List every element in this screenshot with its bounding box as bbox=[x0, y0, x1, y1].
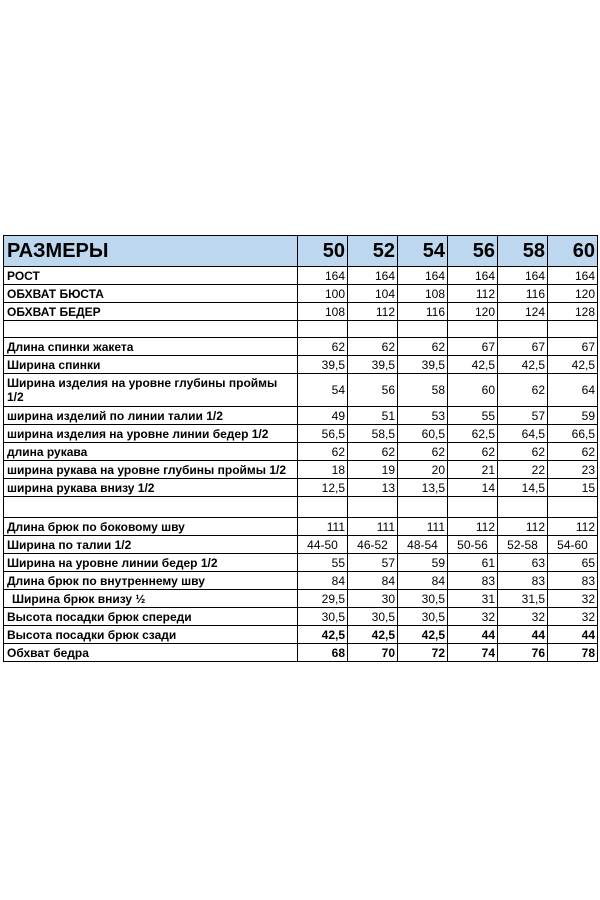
table-cell: 83 bbox=[498, 572, 548, 590]
table-cell: 62 bbox=[548, 443, 598, 461]
table-cell: 42,5 bbox=[548, 356, 598, 374]
table-cell: 62 bbox=[498, 374, 548, 407]
table-cell: 50-56 bbox=[448, 536, 498, 554]
table-cell: 120 bbox=[548, 285, 598, 303]
table-cell bbox=[498, 497, 548, 518]
table-cell: 39,5 bbox=[348, 356, 398, 374]
table-cell: 15 bbox=[548, 479, 598, 497]
table-row bbox=[4, 608, 598, 626]
table-cell: 60 bbox=[448, 374, 498, 407]
table-cell bbox=[298, 321, 348, 338]
table-cell: 30,5 bbox=[398, 608, 448, 626]
table-row bbox=[4, 479, 598, 497]
table-cell: 116 bbox=[498, 285, 548, 303]
table-cell: 164 bbox=[498, 267, 548, 285]
table-cell: 64,5 bbox=[498, 425, 548, 443]
table-cell: 20 bbox=[398, 461, 448, 479]
table-cell: 72 bbox=[398, 644, 448, 662]
row-label: ширина изделий по линии талии 1/2 bbox=[4, 407, 298, 425]
table-cell: 84 bbox=[348, 572, 398, 590]
row-label: Длина брюк по боковому шву bbox=[4, 518, 298, 536]
table-cell: 111 bbox=[398, 518, 448, 536]
table-cell: 112 bbox=[348, 303, 398, 321]
table-cell: 39,5 bbox=[398, 356, 448, 374]
table-cell: 108 bbox=[398, 285, 448, 303]
row-label bbox=[4, 497, 298, 518]
table-cell: 64 bbox=[548, 374, 598, 407]
table-cell: 62 bbox=[298, 338, 348, 356]
table-cell: 58 bbox=[398, 374, 448, 407]
table-cell: 62 bbox=[448, 443, 498, 461]
table-row bbox=[4, 374, 598, 407]
table-cell: 44 bbox=[448, 626, 498, 644]
row-label: Длина брюк по внутреннему шву bbox=[4, 572, 298, 590]
table-cell: 44 bbox=[498, 626, 548, 644]
table-row bbox=[4, 590, 598, 608]
table-cell: 44-50 bbox=[298, 536, 348, 554]
table-row bbox=[4, 644, 598, 662]
table-cell: 30,5 bbox=[298, 608, 348, 626]
table-cell: 120 bbox=[448, 303, 498, 321]
table-cell: 48-54 bbox=[398, 536, 448, 554]
row-label: Ширина изделия на уровне глубины проймы 1/2 bbox=[4, 374, 298, 407]
table-cell: 58,5 bbox=[348, 425, 398, 443]
table-cell: 108 bbox=[298, 303, 348, 321]
table-cell: 30,5 bbox=[348, 608, 398, 626]
table-cell: 30,5 bbox=[398, 590, 448, 608]
table-cell: 111 bbox=[298, 518, 348, 536]
table-cell: 32 bbox=[448, 608, 498, 626]
table-row bbox=[4, 518, 598, 536]
table-row bbox=[4, 461, 598, 479]
table-cell: 70 bbox=[348, 644, 398, 662]
table-cell: 67 bbox=[498, 338, 548, 356]
table-cell: 128 bbox=[548, 303, 598, 321]
row-label: ширина рукава на уровне глубины проймы 1/2 bbox=[4, 461, 298, 479]
table-cell: 112 bbox=[448, 285, 498, 303]
table-cell: 31 bbox=[448, 590, 498, 608]
table-cell bbox=[348, 497, 398, 518]
table-row bbox=[4, 356, 598, 374]
table-cell: 164 bbox=[348, 267, 398, 285]
table-row bbox=[4, 303, 598, 321]
table-cell: 54 bbox=[298, 374, 348, 407]
table-cell bbox=[398, 497, 448, 518]
table-cell bbox=[548, 321, 598, 338]
table-cell: 76 bbox=[498, 644, 548, 662]
table-cell: 51 bbox=[348, 407, 398, 425]
row-label: ОБХВАТ БЕДЕР bbox=[4, 303, 298, 321]
table-cell: 42,5 bbox=[398, 626, 448, 644]
table-cell: 67 bbox=[448, 338, 498, 356]
table-cell: 62 bbox=[348, 338, 398, 356]
table-cell: 62 bbox=[498, 443, 548, 461]
table-cell: 56,5 bbox=[298, 425, 348, 443]
row-label: Ширина по талии 1/2 bbox=[4, 536, 298, 554]
spacer-row bbox=[4, 497, 598, 518]
table-cell: 84 bbox=[298, 572, 348, 590]
table-cell: 59 bbox=[398, 554, 448, 572]
table-cell: 74 bbox=[448, 644, 498, 662]
table-cell: 116 bbox=[398, 303, 448, 321]
table-cell: 62 bbox=[348, 443, 398, 461]
table-cell bbox=[448, 497, 498, 518]
table-cell: 49 bbox=[298, 407, 348, 425]
table-cell: 31,5 bbox=[498, 590, 548, 608]
table-cell: 78 bbox=[548, 644, 598, 662]
table-cell: 84 bbox=[398, 572, 448, 590]
table-cell: 42,5 bbox=[498, 356, 548, 374]
table-cell: 164 bbox=[298, 267, 348, 285]
table-row bbox=[4, 536, 598, 554]
table-cell: 164 bbox=[448, 267, 498, 285]
table-cell: 18 bbox=[298, 461, 348, 479]
table-header-row bbox=[4, 236, 598, 267]
table-cell: 21 bbox=[448, 461, 498, 479]
table-cell: 14 bbox=[448, 479, 498, 497]
table-cell bbox=[448, 321, 498, 338]
table-cell: 30 bbox=[348, 590, 398, 608]
table-cell: 44 bbox=[548, 626, 598, 644]
table-cell: 57 bbox=[498, 407, 548, 425]
table-cell: 66,5 bbox=[548, 425, 598, 443]
table-cell: 62,5 bbox=[448, 425, 498, 443]
table-cell: 42,5 bbox=[298, 626, 348, 644]
table-cell: 61 bbox=[448, 554, 498, 572]
table-cell: 83 bbox=[548, 572, 598, 590]
table-cell: 65 bbox=[548, 554, 598, 572]
table-cell: 100 bbox=[298, 285, 348, 303]
table-cell: 12,5 bbox=[298, 479, 348, 497]
table-cell: 164 bbox=[398, 267, 448, 285]
table-cell: 63 bbox=[498, 554, 548, 572]
table-cell: 55 bbox=[298, 554, 348, 572]
table-cell: 62 bbox=[398, 443, 448, 461]
table-cell: 39,5 bbox=[298, 356, 348, 374]
size-header: 52 bbox=[348, 236, 398, 267]
table-cell bbox=[498, 321, 548, 338]
table-cell: 13 bbox=[348, 479, 398, 497]
table-row bbox=[4, 554, 598, 572]
table-cell bbox=[398, 321, 448, 338]
table-cell: 56 bbox=[348, 374, 398, 407]
table-row bbox=[4, 267, 598, 285]
table-cell: 23 bbox=[548, 461, 598, 479]
spacer-row bbox=[4, 321, 598, 338]
table-cell: 54-60 bbox=[548, 536, 598, 554]
table-row bbox=[4, 425, 598, 443]
header-label: РАЗМЕРЫ bbox=[4, 236, 298, 267]
table-cell: 112 bbox=[548, 518, 598, 536]
size-header: 60 bbox=[548, 236, 598, 267]
table-cell: 42,5 bbox=[348, 626, 398, 644]
table-cell: 32 bbox=[498, 608, 548, 626]
table-cell: 67 bbox=[548, 338, 598, 356]
table-cell bbox=[298, 497, 348, 518]
row-label: ширина рукава внизу 1/2 bbox=[4, 479, 298, 497]
table-cell: 19 bbox=[348, 461, 398, 479]
table-cell bbox=[548, 497, 598, 518]
table-cell: 13,5 bbox=[398, 479, 448, 497]
row-label: Высота посадки брюк спереди bbox=[4, 608, 298, 626]
table-cell: 124 bbox=[498, 303, 548, 321]
table-cell: 164 bbox=[548, 267, 598, 285]
row-label: Обхват бедра bbox=[4, 644, 298, 662]
table-row bbox=[4, 407, 598, 425]
size-chart-table bbox=[3, 235, 598, 662]
table-cell: 57 bbox=[348, 554, 398, 572]
table-cell: 22 bbox=[498, 461, 548, 479]
row-label: Ширина спинки bbox=[4, 356, 298, 374]
row-label: Высота посадки брюк сзади bbox=[4, 626, 298, 644]
table-row bbox=[4, 338, 598, 356]
table-row bbox=[4, 443, 598, 461]
row-label: Длина спинки жакета bbox=[4, 338, 298, 356]
table-cell: 32 bbox=[548, 590, 598, 608]
row-label: РОСТ bbox=[4, 267, 298, 285]
row-label: ширина изделия на уровне линии бедер 1/2 bbox=[4, 425, 298, 443]
table-cell: 62 bbox=[398, 338, 448, 356]
table-cell: 83 bbox=[448, 572, 498, 590]
table-cell: 59 bbox=[548, 407, 598, 425]
table-cell: 32 bbox=[548, 608, 598, 626]
table-cell: 53 bbox=[398, 407, 448, 425]
row-label bbox=[4, 321, 298, 338]
table-cell: 55 bbox=[448, 407, 498, 425]
table-cell: 14,5 bbox=[498, 479, 548, 497]
table-cell: 42,5 bbox=[448, 356, 498, 374]
table-row bbox=[4, 572, 598, 590]
table-cell bbox=[348, 321, 398, 338]
table-cell: 111 bbox=[348, 518, 398, 536]
table-cell: 29,5 bbox=[298, 590, 348, 608]
table-cell: 46-52 bbox=[348, 536, 398, 554]
table-cell: 62 bbox=[298, 443, 348, 461]
table-row bbox=[4, 626, 598, 644]
table-cell: 68 bbox=[298, 644, 348, 662]
table-cell: 112 bbox=[498, 518, 548, 536]
row-label: Ширина на уровне линии бедер 1/2 bbox=[4, 554, 298, 572]
size-header: 56 bbox=[448, 236, 498, 267]
size-header: 50 bbox=[298, 236, 348, 267]
row-label: Ширина брюк внизу ½ bbox=[4, 590, 298, 608]
table-cell: 112 bbox=[448, 518, 498, 536]
table-row bbox=[4, 285, 598, 303]
size-header: 58 bbox=[498, 236, 548, 267]
table-cell: 52-58 bbox=[498, 536, 548, 554]
size-header: 54 bbox=[398, 236, 448, 267]
row-label: длина рукава bbox=[4, 443, 298, 461]
table-cell: 60,5 bbox=[398, 425, 448, 443]
row-label: ОБХВАТ БЮСТА bbox=[4, 285, 298, 303]
table-cell: 104 bbox=[348, 285, 398, 303]
